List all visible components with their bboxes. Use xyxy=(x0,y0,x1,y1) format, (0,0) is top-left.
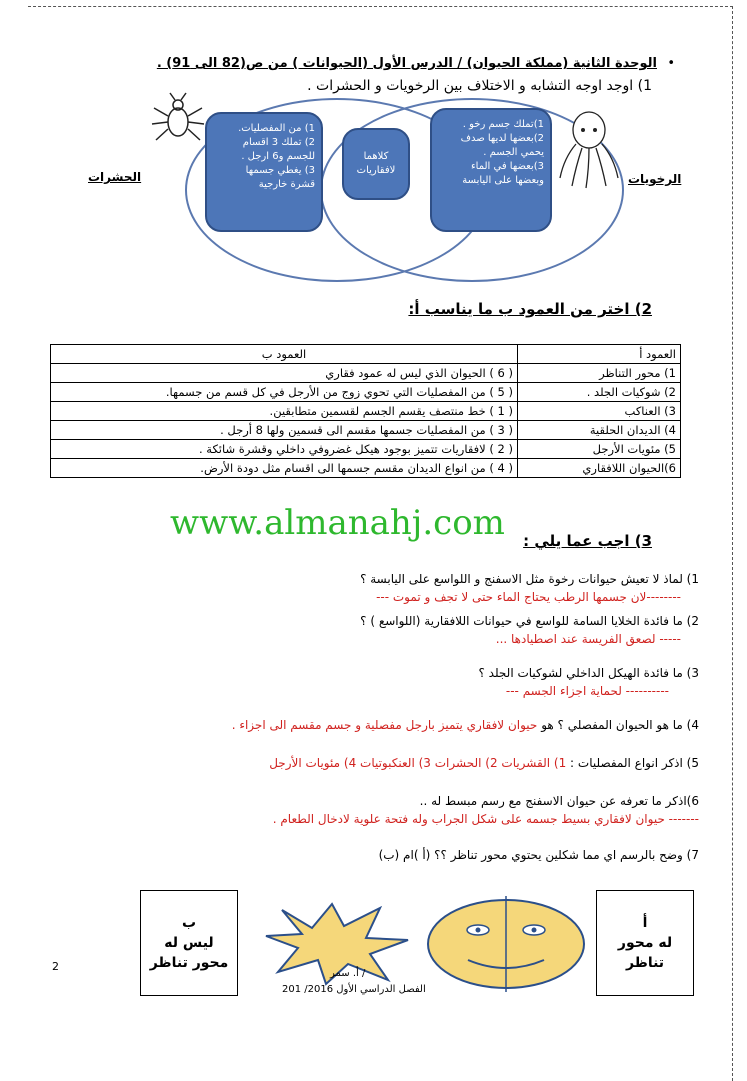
mollusks-fact: يحمي الجسم . xyxy=(483,147,544,158)
shape-a-box xyxy=(596,890,694,996)
question-text: 3) ما فائدة الهيكل الداخلي لشوكيات الجلد ؟ xyxy=(478,666,699,680)
qa-item-2 xyxy=(59,612,699,648)
mollusks-fact: 1)تملك جسم رخو . xyxy=(462,119,544,130)
bullet: • xyxy=(667,56,675,71)
insects-fact: 1) من المفصليات. xyxy=(238,123,315,134)
cell-a: 1) محور التناظر xyxy=(518,364,681,383)
question-text: 6)اذكر ما تعرفه عن حيوان الاسفنج مع رسم مبسط له .. xyxy=(419,794,699,808)
mollusks-fact: 2)بعضها لديها صدف xyxy=(460,133,544,144)
question-text: 2) ما فائدة الخلايا السامة للواسع في حيوانات اللافقارية (اللواسع ) ؟ xyxy=(360,614,699,628)
answer-text: --------لان جسمها الرطب يحتاج الماء حتى لا تجف و تموت --- xyxy=(376,590,681,604)
common-fact: كلاهما xyxy=(363,151,389,162)
answer-text: حيوان لافقاري يتميز بارجل مفصلية و جسم مقسم الى اجزاء . xyxy=(231,718,538,732)
question-text: 5) اذكر انواع المفصليات : xyxy=(570,756,699,770)
matching-table xyxy=(50,344,681,478)
cell-a: 5) مئويات الأرجل xyxy=(518,440,681,459)
column-a-header: العمود أ xyxy=(518,345,681,364)
answer-text: 1) القشريات 2) الحشرات 3) العنكبوتيات 4) مئويات الأرجل xyxy=(269,756,567,770)
answer-text: ------- حيوان لافقاري بسيط جسمه على شكل الجراب وله فتحة علوية لادخال الطعام . xyxy=(272,812,699,826)
table-row xyxy=(51,383,681,402)
qa-item-6 xyxy=(59,792,699,828)
cell-a: 3) العناكب xyxy=(518,402,681,421)
table-row xyxy=(51,402,681,421)
insects-box xyxy=(205,112,323,232)
common-fact: لافقاريات xyxy=(356,165,396,176)
box-letter: ب xyxy=(181,915,197,931)
box-text: ليس له xyxy=(164,935,214,951)
question-2-title: 2) اختر من العمود ب ما يناسب أ: xyxy=(408,300,652,318)
qa-item-7 xyxy=(59,846,699,864)
common-box xyxy=(342,128,410,200)
smiley-face-shape xyxy=(416,894,596,994)
column-b-header: العمود ب xyxy=(51,345,518,364)
watermark: www.almanahj.com xyxy=(170,503,505,543)
box-text: محور تناظر xyxy=(149,955,229,971)
mollusks-fact: وبعضها على اليابسة xyxy=(462,175,544,186)
cell-b: ( 4 ) من انواع الديدان مقسم جسمها الى اقسام مثل دودة الأرض. xyxy=(51,459,518,478)
footer-term: الفصل الدراسي الأول 2016/ 201 xyxy=(282,984,426,995)
answer-text: ---------- لحماية اجزاء الجسم --- xyxy=(505,684,669,698)
question-text: 1) لماذ لا تعيش حيوانات رخوة مثل الاسفنج و اللواسع على اليابسة ؟ xyxy=(360,572,699,586)
unit-title: الوحدة الثانية (مملكة الحيوان) / الدرس الأول (الحيوانات ) من ص(82 الى 91) . xyxy=(156,56,657,71)
table-row xyxy=(51,364,681,383)
octopus-sketch-icon xyxy=(556,108,622,190)
question-3-title xyxy=(523,532,652,550)
mollusks-fact: 3)بعضها في الماء xyxy=(470,161,544,172)
insects-fact: 2) تملك 3 اقسام xyxy=(242,137,315,148)
footer-author: / أ. سمر xyxy=(330,968,366,979)
table-row xyxy=(51,421,681,440)
cell-b: ( 2 ) لافقاريات تتميز بوجود هيكل غضروفي داخلي وقشرة شائكة . xyxy=(51,440,518,459)
box-text: تناظر xyxy=(625,955,665,971)
qa-item-1 xyxy=(59,570,699,606)
insect-sketch-icon xyxy=(148,92,210,154)
cell-b: ( 5 ) من المفصليات التي تحوي زوج من الأرجل في كل قسم من جسمها. xyxy=(51,383,518,402)
cell-b: ( 6 ) الحيوان الذي ليس له عمود فقاري xyxy=(51,364,518,383)
cell-a: 6)الحيوان اللافقاري xyxy=(518,459,681,478)
question-text: 7) وضح بالرسم اي مما شكلين يحتوي محور تناظر ؟؟ (أ )ام (ب) xyxy=(378,848,699,862)
insects-fact: قشرة خارجية xyxy=(258,179,315,190)
table-row xyxy=(51,459,681,478)
answer-text: ----- لصعق الفريسة عند اصطيادها ... xyxy=(495,632,681,646)
table-row xyxy=(51,440,681,459)
box-text: له محور xyxy=(617,935,673,951)
box-letter: أ xyxy=(642,915,648,931)
table-header-row xyxy=(51,345,681,364)
shape-b-box xyxy=(140,890,238,996)
mollusks-label: الرخويات xyxy=(628,172,682,186)
qa-item-4 xyxy=(59,716,699,734)
cell-b: ( 3 ) من المفصليات جسمها مقسم الى قسمين ولها 8 أرجل . xyxy=(51,421,518,440)
cell-a: 2) شوكيات الجلد . xyxy=(518,383,681,402)
insects-fact: للجسم و6 ارجل . xyxy=(241,151,315,162)
qa-item-3 xyxy=(59,664,699,700)
mollusks-box xyxy=(430,108,552,232)
question-1: 1) اوجد اوجه التشابه و الاختلاف بين الرخويات و الحشرات . xyxy=(307,78,652,94)
cell-a: 4) الديدان الحلقية xyxy=(518,421,681,440)
qa-item-5 xyxy=(59,754,699,772)
insects-fact: 3) يغطي جسمها xyxy=(245,165,315,176)
question-3-title-text: 3) اجب عما يلي : xyxy=(523,532,652,550)
cell-b: ( 1 ) خط منتصف يقسم الجسم لقسمين متطابقين. xyxy=(51,402,518,421)
insects-label: الحشرات xyxy=(88,170,142,184)
question-text: 4) ما هو الحيوان المفصلي ؟ هو xyxy=(541,718,699,732)
page-number: 2 xyxy=(52,960,59,973)
